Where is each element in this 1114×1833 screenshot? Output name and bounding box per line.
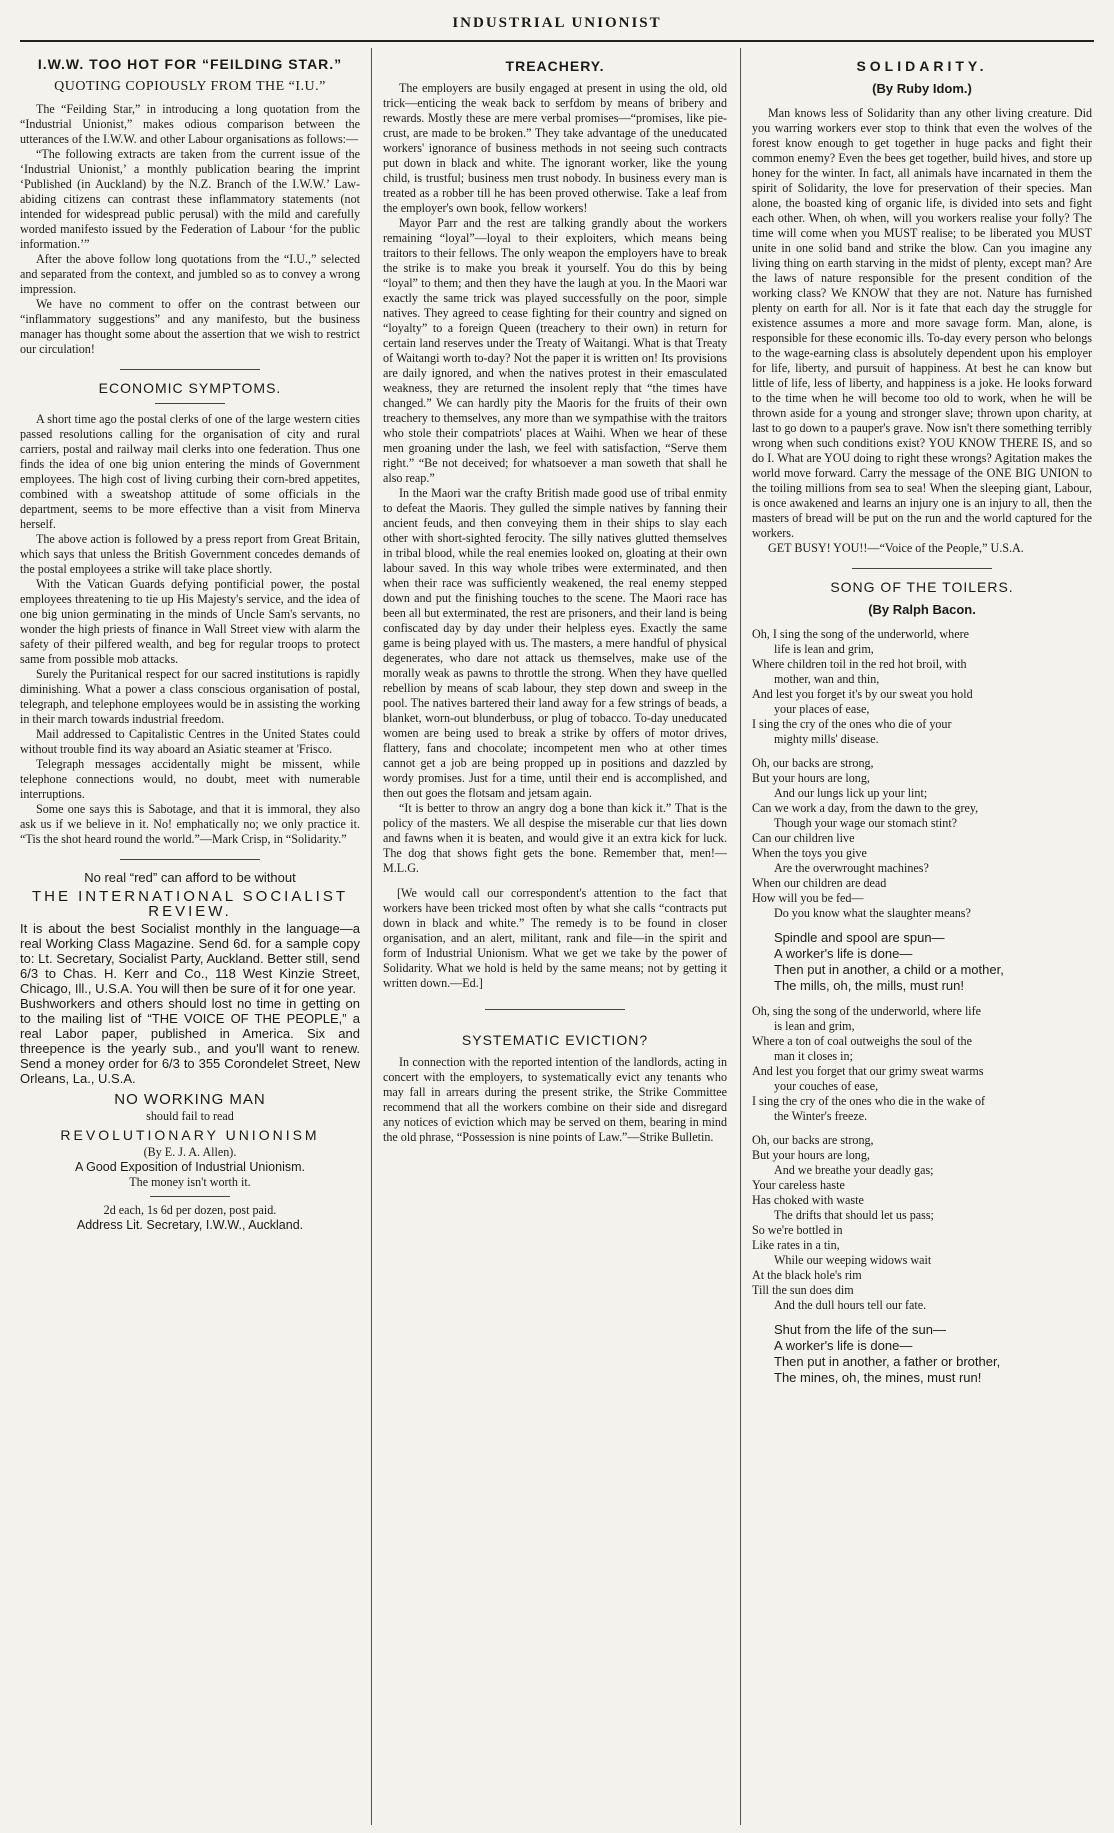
ad-line: The money isn't worth it. (129, 1175, 251, 1189)
paragraph: Mayor Parr and the rest are talking grandly about the workers remaining “loyal”—loyal to their exploiters, which means being traitors to their fellows. The only weapon the employers have to break the strike is to make you break it yourself. You do this by being “loyal” to them; and then they have the laugh at you. In the Maori war exactly the same trick was played successfully on the poor, simple natives. They agreed to cease fighting for their country and signed on “loyalty” to a foreign Queen (treachery to their own) in return for certain land reserves under the Treaty of Waitangi. What is that Treaty of Waitangi worth to-day? Not the paper it is written on! Its provisions are daily ignored, and when the natives protest in their emasculated weakness, they are returned the insolent reply that “the times have changed.” We can hardly pity the Maoris for the fruits of their own treachery to themselves, any more than we sympathise with the traitors who stole their compatriots' places at Waihi. When we hear of these men groaning under the lash, we feel with satisfaction, “Serve them right.” “Be not deceived; for whatsoever a man soweth that shall he also reap.” (383, 216, 727, 485)
poem (752, 627, 1092, 1386)
article-body (20, 412, 360, 847)
poem-line: mighty mills' disease. (774, 732, 879, 746)
poem-line: When the toys you give (752, 846, 867, 860)
poem-line: mother, wan and thin, (774, 672, 880, 686)
poem-line: Oh, our backs are strong, (752, 1133, 874, 1147)
poem-line: Oh, sing the song of the underworld, where life (752, 1004, 982, 1018)
ad-price: 2d each, 1s 6d per dozen, post paid. (103, 1203, 277, 1217)
chorus (752, 930, 1092, 994)
chorus-line: Spindle and spool are spun— (774, 930, 945, 945)
ad-headline: REVOLUTIONARY UNIONISM (60, 1127, 320, 1143)
poem-line: man it closes in; (774, 1049, 853, 1063)
poem-line: When our children are dead (752, 876, 887, 890)
paragraph: “It is better to throw an angry dog a bone than kick it.” That is the policy of the masters. We all despise the miserable cur that lies down and fawns when it is beaten, and would give it an extra kick for luck. The dog that shows fight gets the bone. Remember that, men!—M.L.G. (383, 801, 727, 875)
paragraph: GET BUSY! YOU!!—“Voice of the People,” U.S.A. (768, 541, 1024, 555)
chorus-line: Then put in another, a father or brother, (774, 1354, 1001, 1369)
stanza (752, 1133, 1092, 1313)
poem-line: Can we work a day, from the dawn to the grey, (752, 801, 979, 815)
poem-line: So we're bottled in (752, 1223, 843, 1237)
paragraph: The above action is followed by a press report from Great Britain, which says that unless the British Government concedes demands of the postal employees a strike will take place shortly. (20, 532, 360, 576)
poem-line: I sing the cry of the ones who die in the wake of (752, 1094, 986, 1108)
ad-intro: No real “red” can afford to be without (84, 870, 296, 885)
paragraph: A short time ago the postal clerks of one of the large western cities passed resolutions calling for the organisation of city and rural carriers, postal and railway mail clerks into one federation. Thus one finds the idea of one big union entering the minds of Government employees. The high cost of living curbing their corn-bred appetites, combined with a sweatshop attitude of some officials in the department, seems to be more effective than a visit from Minerva herself. (20, 412, 360, 531)
advertisement (20, 870, 360, 1233)
article-title: ECONOMIC SYMPTOMS. (98, 380, 282, 396)
editor-note (383, 886, 727, 991)
article-body (752, 106, 1092, 556)
paragraph: Mail addressed to Capitalistic Centres in the United States could without trouble find its way aboard an Asiatic steamer at 'Frisco. (20, 727, 360, 756)
paragraph: The “Feilding Star,” in introducing a long quotation from the “Industrial Unionist,” makes odious comparison between the utterances of the I.W.W. and other Labour organisations as follows:— (20, 102, 360, 146)
divider (120, 859, 260, 860)
paragraph: The employers are busily engaged at present in using the old, old trick—enticing the weak back to serfdom by means of bribery and rewards. Mostly these are mere verbal promises—“promises, like pie-crust, are made to be broken.” They take advantage of the uneducated workers' ignorance of business methods in not seeing such contracts put down in black and white. The ignorant worker, like the young child, is trustful; business men trust nobody. In business every man is treated as a robber till he has been proved otherwise. Take a leaf from the employer's own book, fellow workers! (383, 81, 727, 215)
article-body (383, 81, 727, 876)
poem-line: Has choked with waste (752, 1193, 864, 1207)
paragraph: Telegraph messages accidentally might be missent, while telephone connections would, no doubt, meet with numerable interruptions. (20, 757, 360, 801)
poem-line: Where a ton of coal outweighs the soul of the (752, 1034, 972, 1048)
poem-line: And the dull hours tell our fate. (774, 1298, 927, 1312)
poem-line: Till the sun does dim (752, 1283, 854, 1297)
chorus-line: The mills, oh, the mills, must run! (774, 978, 964, 993)
ad-body: Bushworkers and others should lost no time in getting on to the mailing list of “THE VOICE OF THE PEOPLE,” a real Labor paper, published in America. Six and threepence is the yearly sub., and you'll want to renew. Send a money order for 6/3 to 355 Corondelet Street, New Orleans, La., U.S.A. (20, 996, 360, 1086)
paragraph: We have no comment to offer on the contrast between our “inflammatory suggestions” and any manifesto, but the business manager has thought some about the assertion that we wish to restrict our circulation! (20, 297, 360, 356)
poem-line: Though your wage our stomach stint? (774, 816, 958, 830)
poem-line: And our lungs lick up your lint; (774, 786, 928, 800)
chorus-line: A worker's life is done— (774, 946, 913, 961)
divider (120, 369, 260, 370)
poem-line: And we breathe your deadly gas; (774, 1163, 934, 1177)
poem-line: At the black hole's rim (752, 1268, 862, 1282)
article-body (383, 1055, 727, 1145)
divider (852, 568, 992, 569)
chorus (752, 1322, 1092, 1386)
article-title: SOLIDARITY. (856, 58, 988, 74)
paragraph: [We would call our correspondent's attention to the fact that workers have been tricked most often by what she calls “contracts put down in black and white.” The remedy is to be found in closer organisation, and an alert, militant, rank and file—in the spirit and form of Industrial Unionism. What we get we take by the power of Solidarity. What we hold is held by the same means; not by getting it written down.—Ed.] (383, 886, 727, 990)
ad-body: It is about the best Socialist monthly in the language—a real Working Class Magazine. Send 6d. for a sample copy to: Lt. Secretary, Socialist Party, Auckland. Better still, send 6/3 to Chas. H. Kerr and Co., 118 West Kinzie Street, Chicago, Ill., U.S.A. You will then be sure of it for one year. (20, 921, 360, 996)
masthead: INDUSTRIAL UNIONIST (20, 6, 1094, 42)
article-title: I.W.W. TOO HOT FOR “FEILDING STAR.” (37, 56, 343, 72)
paragraph: Surely the Puritanical respect for our sacred institutions is rapidly diminishing. What a power a class conscious organisation of postal, telegraph, and telephone employees would be in assisting the working in their march towards industrial freedom. (20, 667, 360, 726)
stanza (752, 627, 1092, 747)
divider (155, 403, 225, 404)
ad-title: NO WORKING MAN (114, 1091, 266, 1108)
poem-line: your couches of ease, (774, 1079, 879, 1093)
poem-line: Do you know what the slaughter means? (774, 906, 971, 920)
column-right (752, 50, 1092, 1827)
column-rule (371, 48, 372, 1825)
poem-line: Like rates in a tin, (752, 1238, 840, 1252)
poem-line: Are the overwrought machines? (774, 861, 929, 875)
ad-line: should fail to read (146, 1109, 234, 1123)
paragraph: With the Vatican Guards defying pontificial power, the postal employees threatening to tie up His Majesty's service, and the idea of one big union germinating in the minds of Uncle Sam's servants, no wonder the high priests of finance in Wall Street view with alarm the safety of their pilfered wealth, and beg for regular troops to protect same from possible mob attacks. (20, 577, 360, 666)
paragraph: Some one says this is Sabotage, and that it is immoral, they also ask us if we believe in it. No! emphatically no; we only practice it. “Tis the shot heard round the world.”—Mark Crisp, in “Solidarity.” (20, 802, 360, 846)
byline: (By Ralph Bacon. (868, 602, 976, 617)
paragraph: After the above follow long quotations from the “I.U.,” selected and separated from the context, and jumbled so as to convey a wrong impression. (20, 252, 360, 296)
poem-line: Can our children live (752, 831, 855, 845)
poem-line: is lean and grim, (774, 1019, 855, 1033)
poem-line: Oh, our backs are strong, (752, 756, 874, 770)
poem-line: the Winter's freeze. (774, 1109, 868, 1123)
chorus-line: A worker's life is done— (774, 1338, 913, 1353)
chorus-line: Shut from the life of the sun— (774, 1322, 946, 1337)
column-middle (383, 50, 727, 1827)
chorus-line: Then put in another, a child or a mother, (774, 962, 1004, 977)
ad-title: THE INTERNATIONAL SOCIALIST REVIEW. (31, 888, 349, 920)
poem-line: Your careless haste (752, 1178, 845, 1192)
stanza (752, 1004, 1092, 1124)
poem-line: But your hours are long, (752, 1148, 870, 1162)
paragraph: In connection with the reported intention of the landlords, acting in concert with the employers, to systematically evict any tenants who may fall in arrears during the present strike, the Strike Committee recommend that all the workers combine on their side and disregard any notices of eviction which may be served on them, bearing in mind the old phrase, “Possession is nine points of Law.”—Strike Bulletin. (383, 1055, 727, 1144)
poem-line: life is lean and grim, (774, 642, 874, 656)
article-title: SYSTEMATIC EVICTION? (461, 1032, 649, 1048)
poem-line: While our weeping widows wait (774, 1253, 932, 1267)
poem-line: I sing the cry of the ones who die of your (752, 717, 952, 731)
poem-line: The drifts that should let us pass; (774, 1208, 934, 1222)
article-body (20, 102, 360, 357)
ad-description: A Good Exposition of Industrial Unionism. (75, 1160, 305, 1174)
poem-line: Where children toil in the red hot broil, with (752, 657, 967, 671)
paragraph: Man knows less of Solidarity than any other living creature. Did you warring workers ever stop to think that even the wolves of the forest know enough to get together in huge packs and fight their common enemy? Even the bees get together, build hives, and store up honey for the winter. In fact, all animals have incarnated in them the spirit of Solidarity, the love for preservation of their species. Man alone, the boasted king of organic life, is divided into sets and fight each other. When, oh when, will you workers realise your folly? The time will come when you MUST realise; to be liberated you MUST unite in one solid band and strike the blow. Can you imagine any living thing on earth starving in the midst of plenty, except man? Are the laws of nature responsible for the present condition of the working class? We KNOW that they are not. Nature has furnished plenty on earth for all. Nor is it fate that each day the struggle for existence assumes a more and more savage form. Man, alone, is responsible for these economic ills. To-day every person who belongs to the wage-earning class is absolutely dependent upon his employer for life, liberty, and pursuit of happiness. At best he can know but little of life, less of liberty, and happiness is a joke. He looks forward to the time when he will become too old to work, when he will be thrown aside for a young and stronger slave; thrown upon charity, at last to go down to a pauper's grave. Now isn't there something terribly wrong when such conditions exist? YOU KNOW THERE IS, and so do I. What are YOU doing to right these wrongs? Agitation makes the world move forward. Carry the message of the ONE BIG UNION to the toiling millions from sea to sea! When the sleeping giant, Labour, is once awakened and learns an injury one is an injury to all, then the masters of bread will be put on the run and the world captured for the workers. (752, 106, 1092, 540)
chorus-line: The mines, oh, the mines, must run! (774, 1370, 982, 1385)
article-title: TREACHERY. (505, 58, 605, 74)
byline: (By Ruby Idom.) (872, 81, 972, 96)
column-left (20, 50, 360, 1827)
column-rule (740, 48, 741, 1825)
poem-line: But your hours are long, (752, 771, 870, 785)
poem-line: Oh, I sing the song of the underworld, where (752, 627, 969, 641)
poem-title: SONG OF THE TOILERS. (830, 579, 1014, 595)
poem-line: your places of ease, (774, 702, 870, 716)
stanza (752, 756, 1092, 921)
paragraph: “The following extracts are taken from the current issue of the ‘Industrial Unionist,’ a monthly publication bearing the imprint ‘Published (in Auckland) by the N.Z. Branch of the I.W.W.’ Law-abiding citizens can contrast these inflammatory statements (not intended for widespread public perusal) with the mild and carefully worded manifesto issued by the Federation of Labour ‘for the public information.’” (20, 147, 360, 251)
article-subtitle: QUOTING COPIOUSLY FROM THE “I.U.” (54, 79, 326, 94)
ad-address: Address Lit. Secretary, I.W.W., Auckland. (76, 1218, 304, 1232)
poem-line: And lest you forget that our grimy sweat warms (752, 1064, 984, 1078)
ad-author: (By E. J. A. Allen). (143, 1145, 237, 1159)
poem-line: And lest you forget it's by our sweat you hold (752, 687, 973, 701)
paragraph: In the Maori war the crafty British made good use of tribal enmity to defeat the Maoris. They gulled the simple natives by fanning their ancient feuds, and then conveying them in their ships to slay each other with short-sighted ferocity. The silly natives glutted themselves in tribal blood, while the real enemies looked on, gloating at their own labour saved. In this way whole tribes were exterminated, and then when their race was sufficiently weakened, the real enemy stepped down and put the finishing touches to the scene. The Maori race has been all but exterminated, the rest are prisoners, and their land is being confiscated day by day under their helpless eyes. Exactly the same game is being played with us. The masters, a mere handful of physical degenerates, who dare not attack us themselves, make use of the morally weak as pawns to throttle the strong. When they have quelled rebellion by means of scab labour, they step down and sweep in the pool. The natives bartered their land away for a few strings of beads, a blanket, worn-out blunderbuss, or plug of tobacco. To-day uneducated women are being used to break a strike by offers of motor drives, flattery, fans and chocolate; incompetent men who at other times cannot get a job are being propped up in positions and dazzled by wordy promises. Just for a time, until their end is accomplished, and then out goes the flotsam and jetsam again. (383, 486, 727, 800)
divider (485, 1009, 625, 1010)
poem-line: How will you be fed— (752, 891, 864, 905)
divider (150, 1196, 230, 1197)
